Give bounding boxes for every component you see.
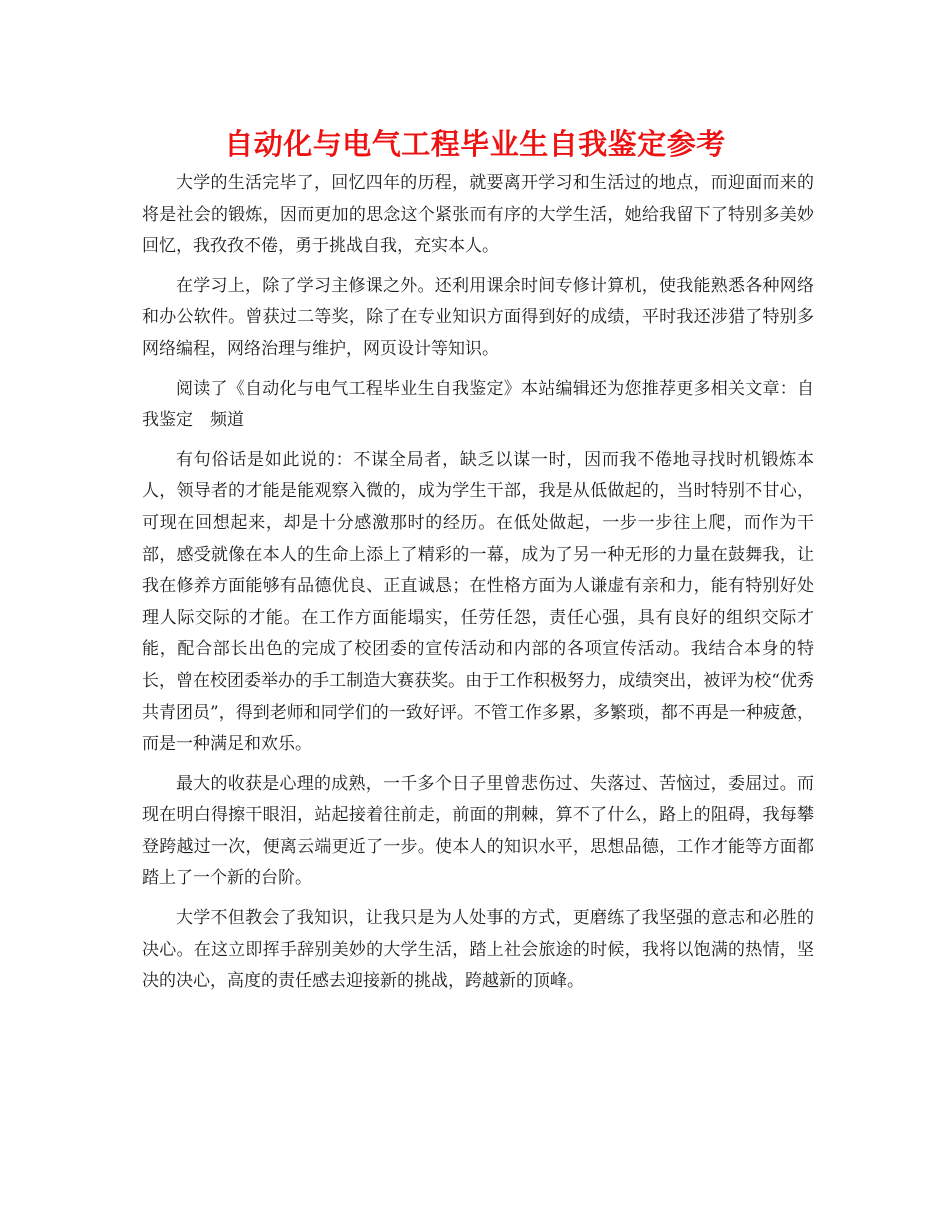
paragraph-intro: 大学的生活完毕了，回忆四年的历程，就要离开学习和生活过的地点，而迎面而来的将是社会的锻炼，因而更加的思念这个紧张而有序的大学生活，她给我留下了特别多美妙回忆，我孜孜不倦，勇于挑战自我，充实本人。 [142,173,814,257]
paragraph-conclusion: 大学不但教会了我知识，让我只是为人处事的方式，更磨练了我坚强的意志和必胜的决心。在这立即挥手辞别美妙的大学生活，踏上社会旅途的时候，我将以饱满的热情，坚决的决心，高度的责任感去迎接新的挑战，跨越新的顶峰。 [142,908,814,992]
paragraph-growth: 最大的收获是心理的成熟，一千多个日子里曾悲伤过、失落过、苦恼过，委屈过。而现在明白得擦干眼泪，站起接着往前走，前面的荆棘，算不了什么，路上的阻碍，我每攀登跨越过一次，便离云端更近了一步。使本人的知识水平，思想品德，工作才能等方面都踏上了一个新的台阶。 [142,773,814,889]
document-title: 自动化与电气工程毕业生自我鉴定参考 [224,127,726,161]
document-body [142,168,814,1006]
paragraph-leadership: 有句俗话是如此说的：不谋全局者，缺乏以谋一时，因而我不倦地寻找时机锻炼本人，领导者的才能是能观察入微的，成为学生干部，我是从低做起的，当时特别不甘心，可现在回想起来，却是十分感激那时的经历。在低处做起，一步一步往上爬，而作为干部，感受就像在本人的生命上添上了精彩的一幕，成为了另一种无形的力量在鼓舞我，让我在修养方面能够有品德优良、正直诚恳；在性格方面为人谦虚有亲和力，能有特别好处理人际交际的才能。在工作方面能塌实，任劳任怨，责任心强，具有良好的组织交际才能，配合部长出色的完成了校团委的宣传活动和内部的各项宣传活动。我结合本身的特长，曾在校团委举办的手工制造大赛获奖。由于工作积极努力，成绩突出，被评为校“优秀共青团员”，得到老师和同学们的一致好评。不管工作多累，多繁琐，都不再是一种疲惫，而是一种满足和欢乐。 [142,449,814,755]
paragraph-related-articles: 阅读了《自动化与电气工程毕业生自我鉴定》本站编辑还为您推荐更多相关文章：自我鉴定 频道 [142,378,814,431]
paragraph-study: 在学习上，除了学习主修课之外。还利用课余时间专修计算机，使我能熟悉各种网络和办公软件。曾获过二等奖，除了在专业知识方面得到好的成绩，平时我还涉猎了特别多网络编程，网络治理与维护，网页设计等知识。 [142,275,814,359]
